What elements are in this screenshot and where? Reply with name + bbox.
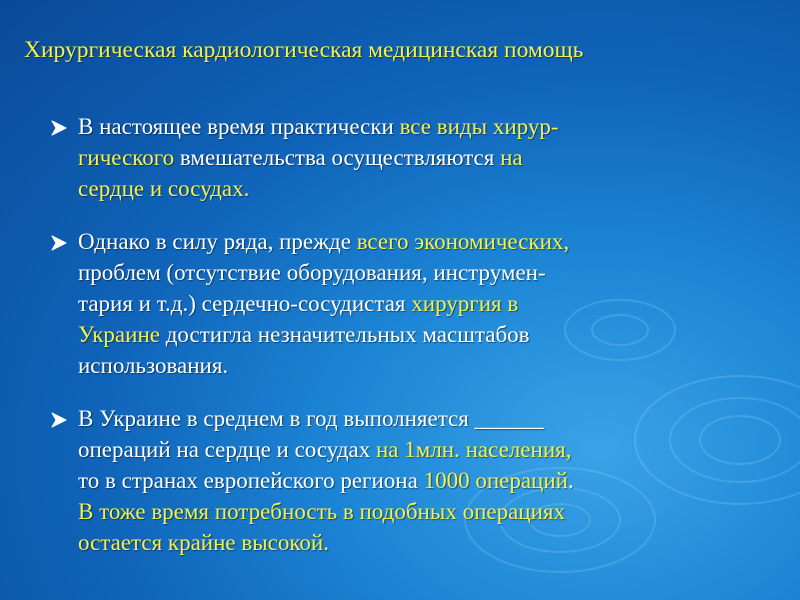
highlighted-text: остается крайне высокой.	[78, 529, 329, 555]
bullet-item	[48, 404, 768, 558]
highlighted-text: на	[500, 144, 523, 170]
arrowhead-bullet-icon	[49, 227, 71, 257]
highlighted-text: всего экономических,	[356, 229, 570, 255]
bullet-text-line	[78, 143, 768, 174]
highlighted-text: гического	[78, 144, 175, 170]
bullet-text-line	[78, 528, 768, 559]
highlighted-text: 1000 операций	[423, 467, 568, 493]
highlighted-text: В тоже время потребность в подобных операциях	[78, 498, 565, 524]
bullet-text-line	[78, 466, 768, 497]
bullet-list	[48, 112, 768, 581]
bullet-text-line	[78, 404, 768, 435]
slide-title: Хирургическая кардиологическая медицинская помощь	[24, 37, 584, 63]
bullet-text-line	[78, 289, 768, 320]
bullet-text-line	[78, 435, 768, 466]
arrowhead-bullet-icon	[49, 112, 71, 142]
body-text: В настоящее время практически	[78, 114, 400, 139]
body-text: В Украине в среднем в год выполняется ______	[78, 406, 544, 432]
bullet-text-line	[78, 174, 768, 205]
highlighted-text: все виды хирур-	[399, 114, 559, 139]
bullet-text-line	[78, 258, 768, 289]
body-text: Однако в силу ряда, прежде	[78, 229, 357, 255]
body-text: достигла незначительных масштабов	[159, 321, 530, 347]
bullet-text-line	[78, 497, 768, 528]
body-text: операций на сердце и сосудах	[78, 437, 376, 463]
body-text: то в странах европейского региона	[78, 467, 424, 493]
bullet-text-line	[78, 320, 768, 351]
body-text: .	[567, 467, 574, 493]
body-text: тария и т.д.) сердечно-сосудистая	[78, 290, 412, 316]
highlighted-text: сердце и сосудах.	[78, 175, 250, 201]
arrowhead-bullet-icon	[49, 404, 71, 434]
bullet-text-line	[78, 112, 768, 143]
body-text: вмешательства осуществляются	[174, 144, 501, 170]
bullet-text-line	[78, 227, 768, 258]
highlighted-text: на 1млн. населения,	[376, 437, 572, 463]
body-text: использования.	[78, 352, 229, 378]
body-text: проблем (отсутствие оборудования, инструмен-	[78, 260, 546, 286]
highlighted-text: Украине	[78, 321, 160, 347]
highlighted-text: хирургия в	[411, 290, 519, 316]
bullet-item	[48, 227, 768, 381]
bullet-text-line	[78, 351, 768, 382]
bullet-item	[48, 112, 768, 204]
